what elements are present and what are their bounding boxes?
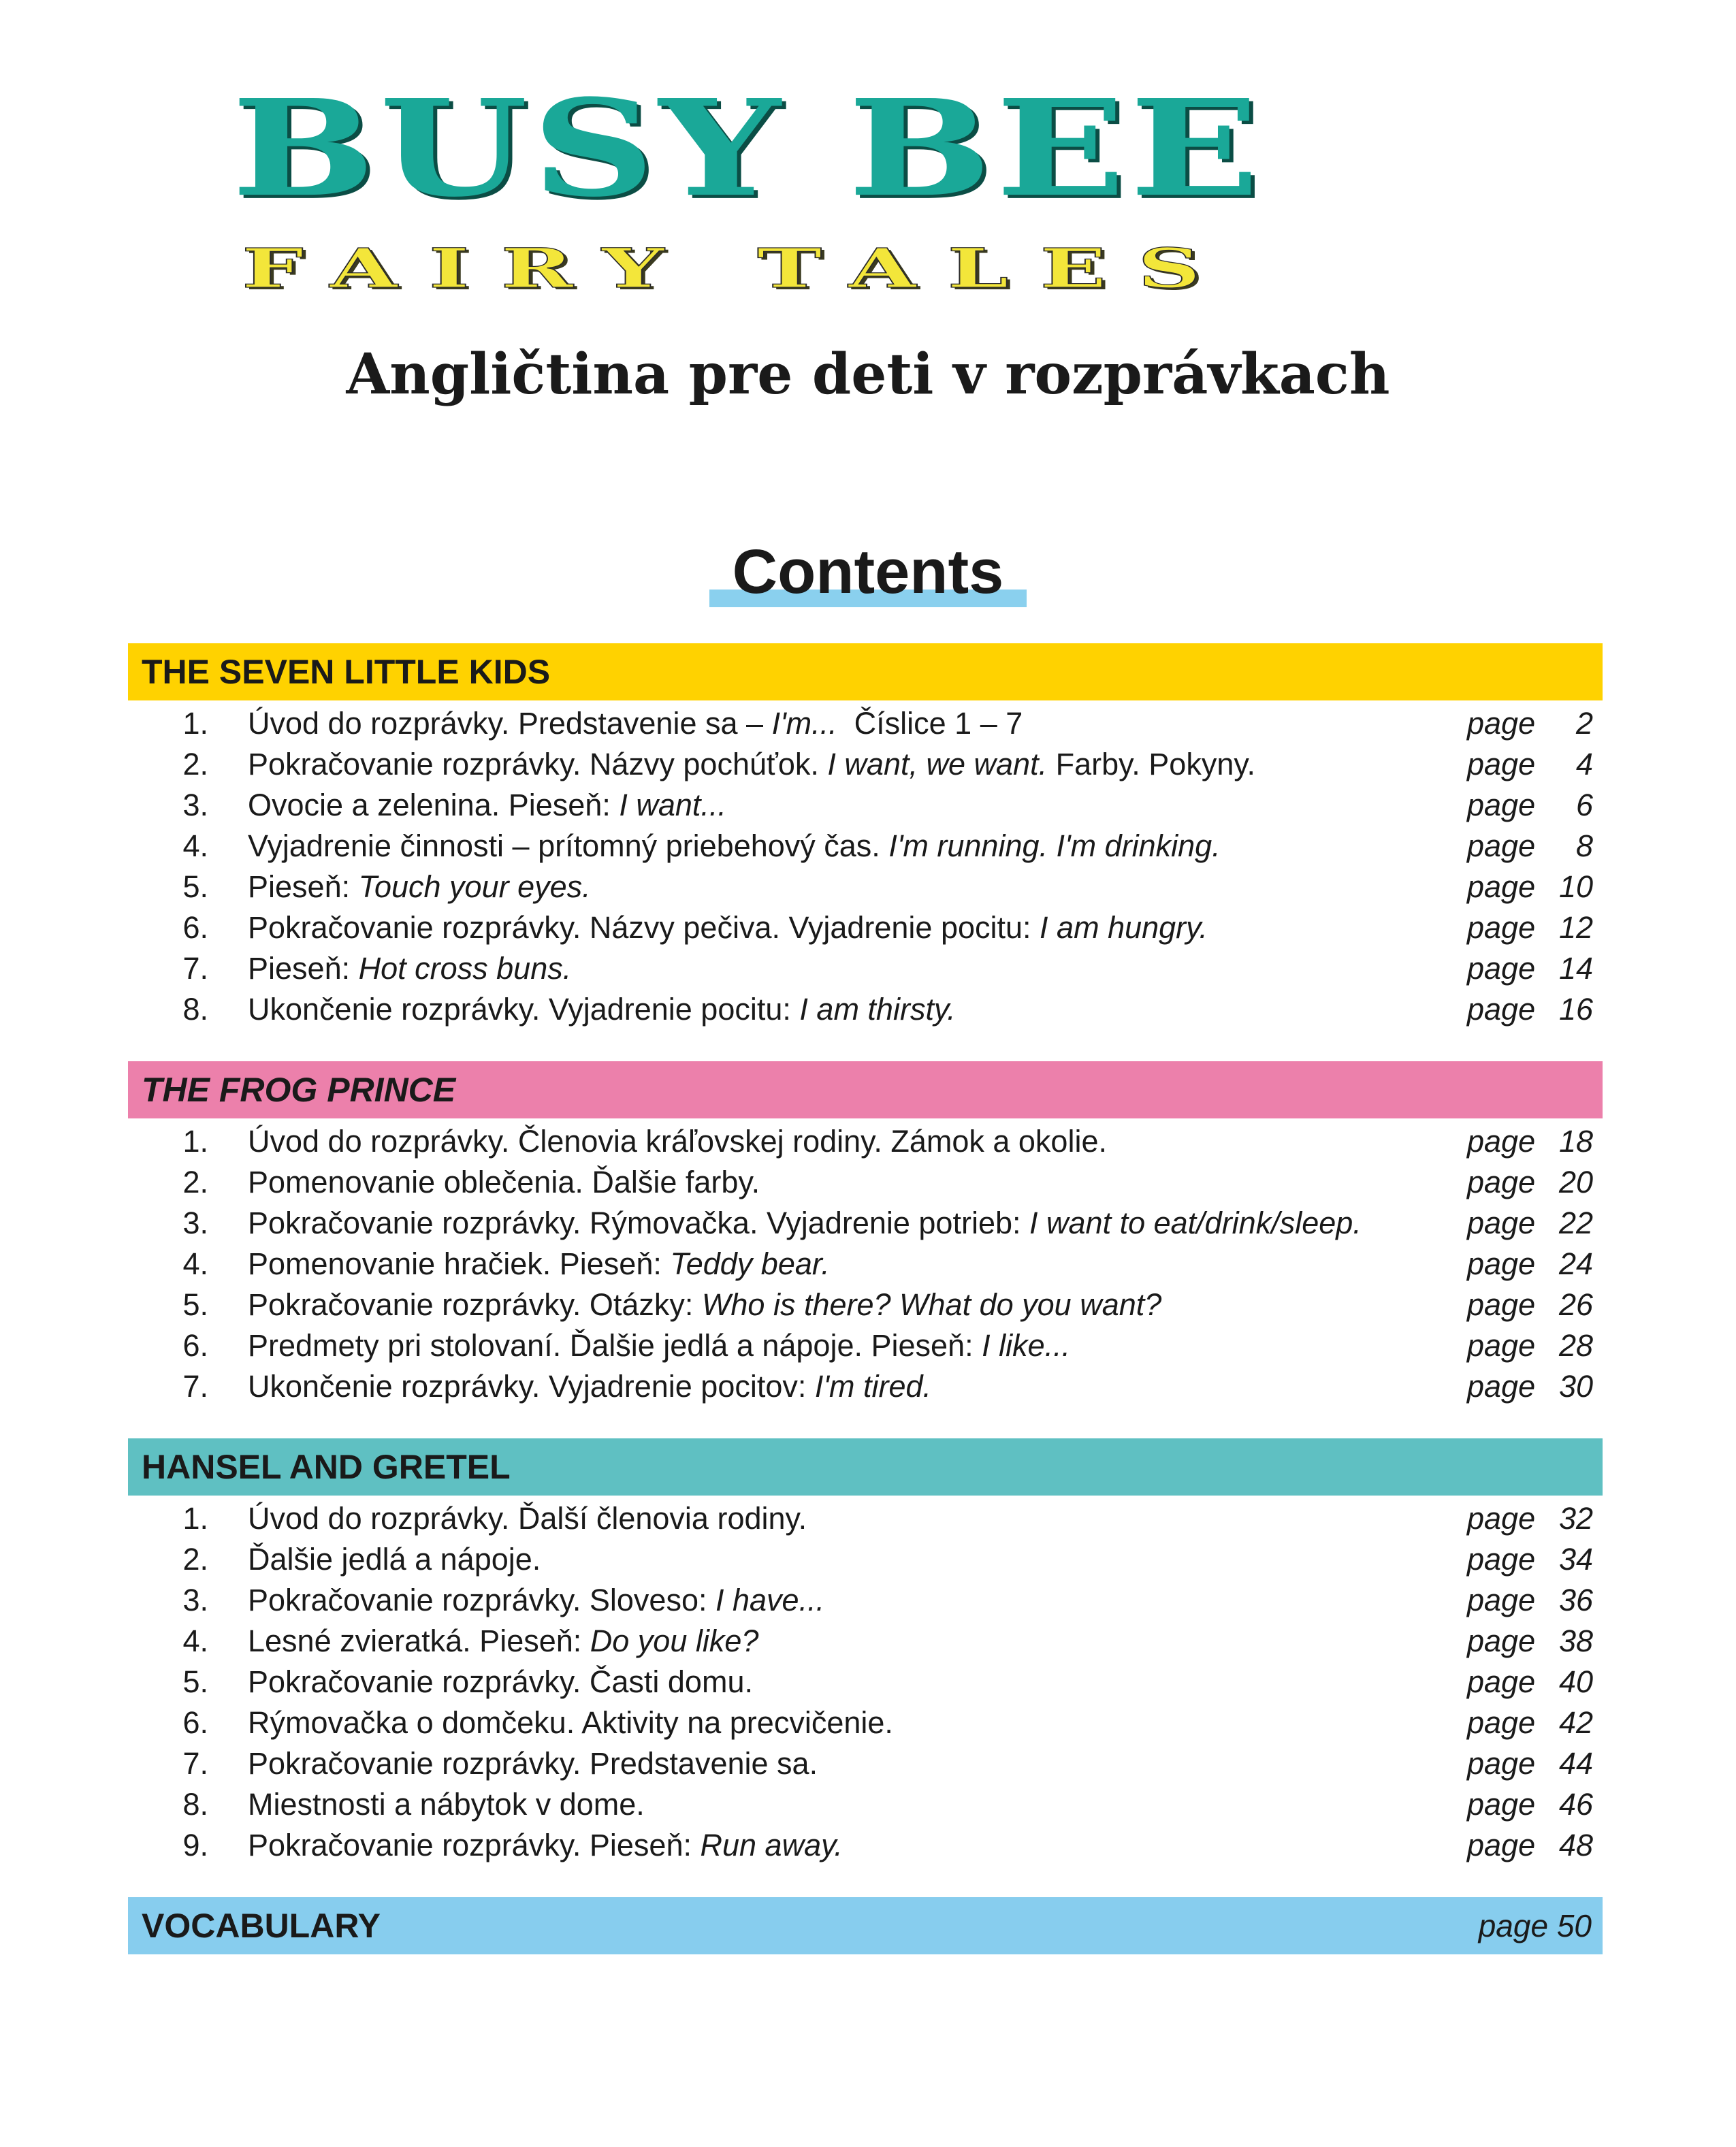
toc-row-text — [248, 1787, 1467, 1822]
section-items — [128, 1498, 1603, 1866]
toc-row-page-label: page — [1467, 1624, 1536, 1658]
toc-row-page-number: 4 — [1575, 747, 1593, 781]
toc-row — [128, 989, 1603, 1030]
section-header-vocabulary — [128, 1897, 1603, 1954]
toc-row-page — [1467, 992, 1603, 1027]
toc-row-number: 6. — [182, 1328, 208, 1363]
toc-row-english-phrase: I'm... — [771, 706, 837, 741]
toc-row-page — [1467, 1624, 1603, 1659]
toc-row-text-part: Pokračovanie rozprávky. Sloveso: — [248, 1583, 716, 1617]
toc-row-text-part: Pokračovanie rozprávky. Časti domu. — [248, 1664, 753, 1699]
table-of-contents — [128, 643, 1603, 1954]
toc-row-page-number: 32 — [1558, 1501, 1593, 1536]
toc-row-text — [248, 1828, 1467, 1863]
toc-row-page-label: page — [1467, 788, 1536, 822]
toc-row — [128, 1784, 1603, 1825]
toc-row-text — [248, 828, 1467, 864]
toc-row-page-label: page — [1467, 706, 1536, 741]
toc-row-text — [248, 1542, 1467, 1577]
toc-row-page-label: page — [1467, 951, 1536, 986]
toc-row-page-number: 30 — [1558, 1369, 1593, 1404]
toc-row — [128, 867, 1603, 907]
toc-row-number: 5. — [182, 1664, 208, 1699]
vocabulary-page-ref: page 50 — [1478, 1908, 1592, 1943]
toc-row-text-part: Úvod do rozprávky. Ďalší členovia rodiny. — [248, 1501, 807, 1536]
toc-row-text — [248, 1746, 1467, 1781]
toc-row-text — [248, 1583, 1467, 1618]
toc-row-number: 7. — [182, 951, 208, 986]
toc-row-page-number: 22 — [1558, 1206, 1593, 1240]
toc-row-text-part: Pokračovanie rozprávky. Názvy pochúťok. — [248, 747, 828, 781]
toc-row-page — [1467, 1246, 1603, 1282]
toc-row-number: 1. — [182, 706, 208, 741]
toc-row — [128, 1580, 1603, 1621]
toc-row — [128, 1621, 1603, 1662]
toc-row-text — [248, 706, 1467, 741]
toc-row-page-label: page — [1467, 1369, 1536, 1404]
toc-row-text-part: Ďalšie jedlá a nápoje. — [248, 1542, 541, 1577]
toc-row-text-part: Pieseň: — [248, 869, 359, 904]
toc-row-number: 6. — [182, 910, 208, 945]
toc-row-english-phrase: Teddy bear. — [670, 1246, 830, 1281]
toc-row-text — [248, 1165, 1467, 1200]
book-subtitle: Angličtina pre deti v rozprávkach — [346, 342, 1390, 407]
toc-row-number: 2. — [182, 747, 208, 781]
toc-row — [128, 785, 1603, 826]
toc-row-text-part: Pokračovanie rozprávky. Otázky: — [248, 1287, 702, 1322]
logo-fairy-tales: FAIRY TALES — [242, 237, 1232, 301]
section-title: THE FROG PRINCE — [142, 1071, 456, 1109]
toc-row-text — [248, 951, 1467, 986]
toc-row — [128, 1162, 1603, 1203]
toc-row-number: 1. — [182, 1501, 208, 1536]
toc-row-text — [248, 1328, 1467, 1363]
toc-row-page — [1467, 1705, 1603, 1741]
toc-row-page — [1467, 1664, 1603, 1700]
toc-row-text — [248, 1124, 1467, 1159]
toc-row-text-part: Úvod do rozprávky. Členovia kráľovskej rodiny. Zámok a okolie. — [248, 1124, 1107, 1159]
toc-row-english-phrase: Touch your eyes. — [358, 869, 591, 904]
contents-heading — [709, 538, 1027, 606]
toc-row-text-part: Lesné zvieratká. Pieseň: — [248, 1624, 590, 1658]
section-title: HANSEL AND GRETEL — [142, 1448, 511, 1486]
toc-row-page-label: page — [1467, 910, 1536, 945]
toc-row-page-label: page — [1467, 992, 1536, 1027]
toc-row-text — [248, 1246, 1467, 1282]
toc-row-page-number: 40 — [1558, 1664, 1593, 1699]
toc-row-text — [248, 1624, 1467, 1659]
toc-row-text-part: Pokračovanie rozprávky. Názvy pečiva. Vyjadrenie pocitu: — [248, 910, 1040, 945]
toc-row-english-phrase: I have... — [715, 1583, 825, 1617]
toc-section-1 — [128, 643, 1603, 1030]
toc-row-english-phrase: Who is there? What do you want? — [701, 1287, 1162, 1322]
toc-row-number: 2. — [182, 1165, 208, 1199]
toc-row-text-part: Vyjadrenie činnosti – prítomný priebehový čas. — [248, 828, 889, 863]
toc-row — [128, 1498, 1603, 1539]
toc-row-page-number: 36 — [1558, 1583, 1593, 1617]
toc-row-text — [248, 1664, 1467, 1700]
toc-row-text-part: Ovocie a zelenina. Pieseň: — [248, 788, 620, 822]
toc-row-number: 4. — [182, 828, 208, 863]
toc-row-page — [1467, 747, 1603, 782]
toc-row-english-phrase: I'm tired. — [814, 1369, 932, 1404]
section-header-seven-little-kids — [128, 643, 1603, 700]
toc-row-text-part: Pomenovanie hračiek. Pieseň: — [248, 1246, 671, 1281]
toc-row-text — [248, 1369, 1467, 1404]
toc-row — [128, 826, 1603, 867]
toc-row-page — [1467, 1501, 1603, 1536]
toc-row-page-number: 18 — [1558, 1124, 1593, 1159]
toc-row-page-label: page — [1467, 1328, 1536, 1363]
toc-row-english-phrase: I like... — [982, 1328, 1071, 1363]
toc-row — [128, 1662, 1603, 1702]
toc-row-page-label: page — [1467, 1124, 1536, 1159]
toc-row-page-number: 16 — [1558, 992, 1593, 1027]
toc-row-page-label: page — [1467, 747, 1536, 781]
toc-row-number: 6. — [182, 1705, 208, 1740]
toc-row-english-phrase: I want to eat/drink/sleep. — [1029, 1206, 1362, 1240]
toc-row-page-label: page — [1467, 1705, 1536, 1740]
toc-row-text-part: Číslice 1 – 7 — [837, 706, 1023, 741]
section-items — [128, 1121, 1603, 1407]
toc-row-page — [1467, 788, 1603, 823]
toc-row-page-label: page — [1467, 1828, 1536, 1862]
toc-row-number: 5. — [182, 1287, 208, 1322]
toc-row-page-label: page — [1467, 1664, 1536, 1699]
toc-row-number: 4. — [182, 1624, 208, 1658]
toc-row-text — [248, 992, 1467, 1027]
toc-row-page-number: 10 — [1558, 869, 1593, 904]
toc-row-page — [1467, 828, 1603, 864]
toc-row-page-number: 20 — [1558, 1165, 1593, 1199]
toc-row-number: 5. — [182, 869, 208, 904]
toc-row-page-label: page — [1467, 1246, 1536, 1281]
toc-row-page-label: page — [1467, 1501, 1536, 1536]
toc-row-number: 7. — [182, 1746, 208, 1781]
toc-row-page — [1467, 1328, 1603, 1363]
toc-row-page-number: 6 — [1575, 788, 1593, 822]
toc-row-english-phrase: I am hungry. — [1040, 910, 1208, 945]
toc-section-2 — [128, 1061, 1603, 1407]
toc-row-page-label: page — [1467, 828, 1536, 863]
toc-row-english-phrase: Run away. — [700, 1828, 843, 1862]
toc-row-number: 8. — [182, 992, 208, 1027]
toc-section-3 — [128, 1438, 1603, 1866]
toc-row-page-number: 12 — [1558, 910, 1593, 945]
toc-row-page — [1467, 910, 1603, 946]
toc-row-page-number: 46 — [1558, 1787, 1593, 1822]
toc-row-page-label: page — [1467, 1165, 1536, 1199]
toc-row-page — [1467, 1746, 1603, 1781]
contents-heading-wrap — [0, 538, 1736, 606]
toc-row-page-number: 8 — [1575, 828, 1593, 863]
toc-row-text-part: Úvod do rozprávky. Predstavenie sa – — [248, 706, 772, 741]
toc-row — [128, 1825, 1603, 1866]
toc-row-page-number: 14 — [1558, 951, 1593, 986]
toc-row-page-number: 38 — [1558, 1624, 1593, 1658]
toc-row-english-phrase: I want, we want. — [827, 747, 1048, 781]
toc-row-number: 8. — [182, 1787, 208, 1822]
toc-row-number: 9. — [182, 1828, 208, 1862]
toc-row-page-number: 2 — [1575, 706, 1593, 741]
toc-row-number: 4. — [182, 1246, 208, 1281]
toc-row-page-number: 26 — [1558, 1287, 1593, 1322]
toc-row — [128, 1366, 1603, 1407]
vocabulary-title: VOCABULARY — [142, 1907, 381, 1945]
toc-row-text — [248, 1206, 1467, 1241]
toc-row-english-phrase: I'm running. I'm drinking. — [888, 828, 1221, 863]
toc-row — [128, 907, 1603, 948]
toc-row-text — [248, 1501, 1467, 1536]
toc-row-number: 3. — [182, 1583, 208, 1617]
toc-row-page — [1467, 1369, 1603, 1404]
toc-row-page — [1467, 869, 1603, 905]
toc-row-page-number: 48 — [1558, 1828, 1593, 1862]
toc-row-text-part: Pieseň: — [248, 951, 359, 986]
toc-row-page-label: page — [1467, 1542, 1536, 1577]
toc-row-text — [248, 910, 1467, 946]
toc-row — [128, 1121, 1603, 1162]
toc-row-number: 7. — [182, 1369, 208, 1404]
toc-row-page — [1467, 1787, 1603, 1822]
toc-row-page — [1467, 1828, 1603, 1863]
section-header-frog-prince — [128, 1061, 1603, 1118]
toc-row-text — [248, 788, 1467, 823]
toc-row-page — [1467, 1583, 1603, 1618]
toc-row — [128, 1325, 1603, 1366]
toc-row-english-phrase: Hot cross buns. — [358, 951, 572, 986]
toc-row-number: 1. — [182, 1124, 208, 1159]
toc-row-text-part: Rýmovačka o domčeku. Aktivity na precvičenie. — [248, 1705, 893, 1740]
toc-row-english-phrase: Do you like? — [590, 1624, 759, 1658]
toc-row — [128, 1244, 1603, 1285]
section-items — [128, 703, 1603, 1030]
toc-row-text-part: Pokračovanie rozprávky. Predstavenie sa. — [248, 1746, 818, 1781]
toc-row-page-number: 44 — [1558, 1746, 1593, 1781]
toc-row-english-phrase: I am thirsty. — [799, 992, 956, 1027]
toc-row-text-part: Ukončenie rozprávky. Vyjadrenie pocitu: — [248, 992, 800, 1027]
toc-row-text-part: Pomenovanie oblečenia. Ďalšie farby. — [248, 1165, 760, 1199]
toc-row-page-number: 34 — [1558, 1542, 1593, 1577]
toc-row-number: 3. — [182, 1206, 208, 1240]
toc-row-text — [248, 1287, 1467, 1323]
contents-heading-text: Contents — [732, 537, 1004, 607]
toc-row — [128, 948, 1603, 989]
toc-row-text-part: Farby. Pokyny. — [1047, 747, 1256, 781]
toc-row-page — [1467, 706, 1603, 741]
toc-row-text-part: Pokračovanie rozprávky. Pieseň: — [248, 1828, 701, 1862]
section-title: THE SEVEN LITTLE KIDS — [142, 653, 551, 691]
toc-row-page — [1467, 1542, 1603, 1577]
toc-row-page-label: page — [1467, 869, 1536, 904]
toc-row-page — [1467, 1206, 1603, 1241]
toc-row-page-number: 42 — [1558, 1705, 1593, 1740]
toc-row-page-label: page — [1467, 1287, 1536, 1322]
toc-row-page-label: page — [1467, 1583, 1536, 1617]
toc-row-english-phrase: I want... — [619, 788, 726, 822]
toc-row-text — [248, 747, 1467, 782]
logo-busy-bee: BUSY BEE — [231, 69, 1264, 227]
section-header-hansel-and-gretel — [128, 1438, 1603, 1496]
toc-row — [128, 744, 1603, 785]
toc-row-page-label: page — [1467, 1206, 1536, 1240]
toc-row-text-part: Pokračovanie rozprávky. Rýmovačka. Vyjadrenie potrieb: — [248, 1206, 1030, 1240]
toc-row-page-label: page — [1467, 1787, 1536, 1822]
toc-row-text-part: Ukončenie rozprávky. Vyjadrenie pocitov: — [248, 1369, 815, 1404]
toc-row-text-part: Miestnosti a nábytok v dome. — [248, 1787, 645, 1822]
toc-row-page-label: page — [1467, 1746, 1536, 1781]
toc-row — [128, 1203, 1603, 1244]
toc-row-text — [248, 869, 1467, 905]
toc-row-text — [248, 1705, 1467, 1741]
toc-row-page — [1467, 951, 1603, 986]
toc-row-page-number: 24 — [1558, 1246, 1593, 1281]
toc-row — [128, 1285, 1603, 1325]
toc-row-number: 2. — [182, 1542, 208, 1577]
toc-row-page — [1467, 1124, 1603, 1159]
toc-row — [128, 1702, 1603, 1743]
toc-row-text-part: Predmety pri stolovaní. Ďalšie jedlá a nápoje. Pieseň: — [248, 1328, 982, 1363]
toc-row-number: 3. — [182, 788, 208, 822]
toc-row-page — [1467, 1165, 1603, 1200]
toc-row — [128, 703, 1603, 744]
toc-row-page-number: 28 — [1558, 1328, 1593, 1363]
toc-row — [128, 1743, 1603, 1784]
toc-row-page — [1467, 1287, 1603, 1323]
toc-row — [128, 1539, 1603, 1580]
